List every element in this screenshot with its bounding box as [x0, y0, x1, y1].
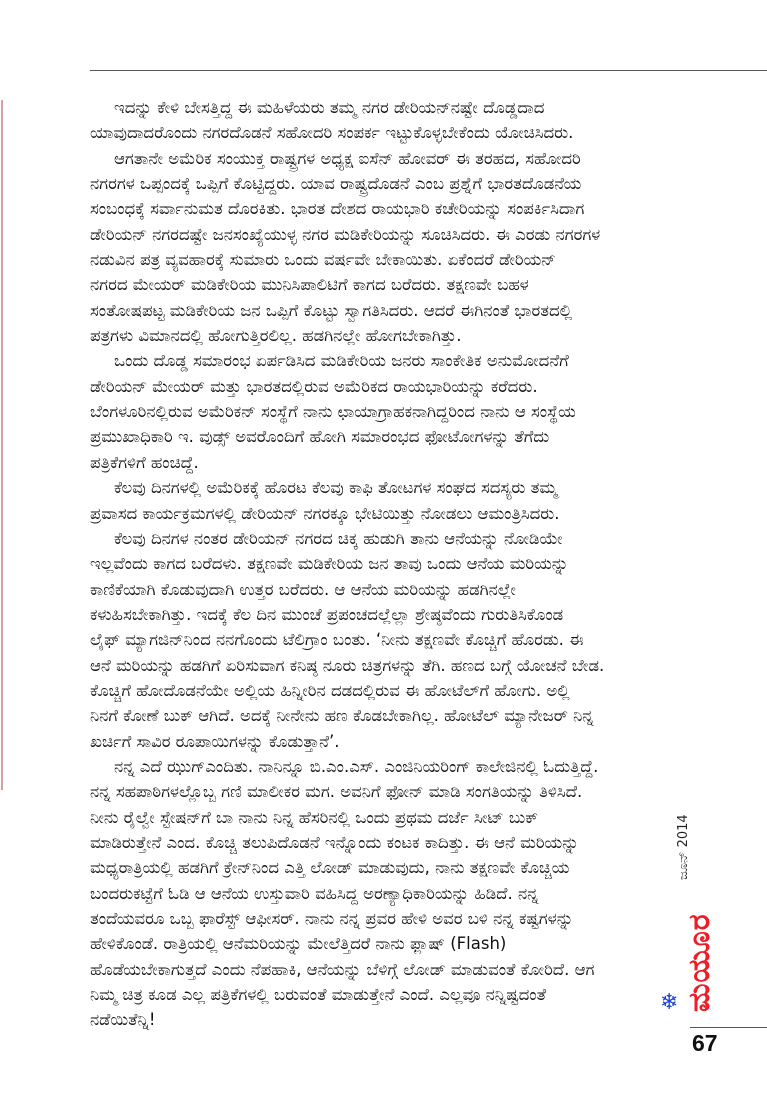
footer-divider [690, 1027, 767, 1028]
text-line: ಸಂತೋಷಪಟ್ಟ ಮಡಿಕೇರಿಯ ಜನ ಒಪ್ಪಿಗೆ ಕೊಟ್ಟು ಸ್ವಾಗತಿಸಿದರು. ಆದರೆ ಈಗಿನಂತೆ ಭಾರತದಲ್ಲಿ [90, 300, 573, 320]
paragraph [90, 146, 660, 349]
text-line: ಹೇಳಿಕೊಂಡೆ. ರಾತ್ರಿಯಲ್ಲಿ ಆನೆಮರಿಯನ್ನು ಮೇಲೆತ್ತಿದರೆ ನಾನು ಫ್ಲಾಷ್ (Flash) [90, 934, 507, 954]
text-line: ನಡುವಿನ ಪತ್ರ ವ್ಯವಹಾರಕ್ಕೆ ಸುಮಾರು ಒಂದು ವರ್ಷವೇ ಬೇಕಾಯಿತು. ಏಕೆಂದರೆ ಡೇರಿಯನ್ [90, 250, 556, 270]
text-line: ಪತ್ರಿಕೆಗಳಿಗೆ ಹಂಚಿದ್ದೆ. [90, 452, 199, 472]
text-line: ಖರ್ಚಿಗೆ ಸಾವಿರ ರೂಪಾಯಿಗಳನ್ನು ಕೊಡುತ್ತಾನೆ’. [90, 731, 340, 751]
article-body [90, 95, 660, 1033]
text-line: ಕೊಚ್ಚಿಗೆ ಹೋದೊಡನೆಯೇ ಅಲ್ಲಿಯ ಹಿನ್ನೀರಿನ ದಡದಲ್ಲಿರುವ ಈ ಹೋಟೆಲ್‌ಗೆ ಹೋಗು. ಅಲ್ಲಿ [90, 680, 570, 700]
paragraph [90, 754, 660, 1033]
text-line: ಕಾಣಿಕೆಯಾಗಿ ಕೊಡುವುದಾಗಿ ಉತ್ತರ ಬರೆದರು. ಆ ಆನೆಯ ಮರಿಯನ್ನು ಹಡಗಿನಲ್ಲೇ [90, 579, 516, 599]
top-divider [90, 70, 767, 71]
text-line: ಡೇರಿಯನ್ ನಗರದಷ್ಟೇ ಜನಸಂಖ್ಯೆಯುಳ್ಳ ನಗರ ಮಡಿಕೇರಿಯನ್ನು ಸೂಚಿಸಿದರು. ಈ ಎರಡು ನಗರಗಳ [90, 224, 601, 244]
page-number: 67 [692, 1030, 718, 1056]
text-line: ಪ್ರವಾಸದ ಕಾರ್ಯಕ್ರಮಗಳಲ್ಲಿ ಡೇರಿಯನ್ ನಗರಕ್ಕೂ ಭೇಟಿಯಿತ್ತು ನೋಡಲು ಆಮಂತ್ರಿಸಿದರು. [90, 503, 560, 523]
text-line: ಕೆಲವು ದಿನಗಳ ನಂತರ ಡೇರಿಯನ್ ನಗರದ ಚಿಕ್ಕ ಹುಡುಗಿ ತಾನು ಆನೆಯನ್ನು ನೋಡಿಯೇ [114, 528, 563, 548]
text-line: ಬಂದರುಕಟ್ಟೆಗೆ ಓಡಿ ಆ ಆನೆಯ ಉಸ್ತುವಾರಿ ವಹಿಸಿದ್ದ ಅರಣ್ಯಾಧಿಕಾರಿಯನ್ನು ಹಿಡಿದೆ. ನನ್ನ [90, 883, 539, 903]
text-line: ನನ್ನ ಸಹಪಾಠಿಗಳಲ್ಲೊಬ್ಬ ಗಣಿ ಮಾಲೀಕರ ಮಗ. ಅವನಿಗೆ ಫೋನ್ ಮಾಡಿ ಸಂಗತಿಯನ್ನು ತಿಳಿಸಿದೆ. [90, 782, 583, 802]
text-line: ನಿನಗೆ ಕೋಣೆ ಬುಕ್ ಆಗಿದೆ. ಅದಕ್ಕೆ ನೀನೇನು ಹಣ ಕೊಡಬೇಕಾಗಿಲ್ಲ. ಹೋಟೆಲ್ ಮ್ಯಾನೇಜರ್ ನಿನ್ನ [90, 706, 594, 726]
text-line: ನನ್ನ ಎದೆ ಝುಗ್‌ಎಂದಿತು. ನಾನಿನ್ನೂ ಬಿ.ಎಂ.ಎಸ್. ಎಂಜಿನಿಯರಿಂಗ್ ಕಾಲೇಜಿನಲ್ಲಿ ಓದುತ್ತಿದ್ದೆ. [114, 756, 599, 776]
text-line: ನೀನು ರೈಲ್ವೇ ಸ್ಟೇಷನ್‌ಗೆ ಬಾ ನಾನು ನಿನ್ನ ಹೆಸರಿನಲ್ಲಿ ಒಂದು ಪ್ರಥಮ ದರ್ಜೆ ಸೀಟ್ ಬುಕ್ [90, 807, 539, 827]
text-line: ಇಲ್ಲವೆಂದು ಕಾಗದ ಬರೆದಳು. ತಕ್ಷಣವೇ ಮಡಿಕೇರಿಯ ಜನ ತಾವು ಒಂದು ಆನೆಯ ಮರಿಯನ್ನು [90, 554, 569, 574]
text-line: ಯಾವುದಾದರೊಂದು ನಗರದೊಡನೆ ಸಹೋದರಿ ಸಂಪರ್ಕ ಇಟ್ಟುಕೊಳ್ಳಬೇಕೆಂದು ಯೋಚಿಸಿದರು. [90, 123, 574, 143]
text-line: ಆನೆ ಮರಿಯನ್ನು ಹಡಗಿಗೆ ಏರಿಸುವಾಗ ಕನಿಷ್ಠ ನೂರು ಚಿತ್ರಗಳನ್ನು ತೆಗಿ. ಹಣದ ಬಗ್ಗೆ ಯೋಚನೆ ಬೇಡ. [90, 655, 605, 675]
text-line: ನಗರಗಳ ಒಪ್ಪಂದಕ್ಕೆ ಒಪ್ಪಿಗೆ ಕೊಟ್ಟಿದ್ದರು. ಯಾವ ರಾಷ್ಟ್ರದೊಡನೆ ಎಂಬ ಪ್ರಶ್ನೆಗೆ ಭಾರತದೊಡನೆಯ [90, 174, 582, 194]
text-line: ಇದನ್ನು ಕೇಳಿ ಬೇಸತ್ತಿದ್ದ ಈ ಮಹಿಳೆಯರು ತಮ್ಮ ನಗರ ಡೇರಿಯನ್‌ನಷ್ಟೇ ದೊಡ್ಡದಾದ [114, 98, 545, 117]
issue-date: ಜೂನ್ 2014 [676, 814, 691, 880]
text-line: ನಗರದ ಮೇಯರ್ ಮಡಿಕೇರಿಯ ಮುನಿಸಿಪಾಲಿಟಿಗೆ ಕಾಗದ ಬರೆದರು. ತಕ್ಷಣವೇ ಬಹಳ [90, 275, 529, 295]
text-line: ಬೆಂಗಳೂರಿನಲ್ಲಿರುವ ಅಮೆರಿಕನ್ ಸಂಸ್ಥೆಗೆ ನಾನು ಛಾಯಾಗ್ರಾಹಕನಾಗಿದ್ದರಿಂದ ನಾನು ಆ ಸಂಸ್ಥೆಯ [90, 402, 576, 422]
paragraph [90, 475, 660, 526]
text-line: ಆಗತಾನೇ ಅಮೆರಿಕ ಸಂಯುಕ್ತ ರಾಷ್ಟ್ರಗಳ ಅಧ್ಯಕ್ಷ ಐಸೆನ್ ಹೋವರ್ ಈ ತರಹದ, ಸಹೋದರಿ [114, 148, 581, 168]
text-line: ಕೆಲವು ದಿನಗಳಲ್ಲಿ ಅಮೆರಿಕಕ್ಕೆ ಹೊರಟ ಕೆಲವು ಕಾಫಿ ತೋಟಗಳ ಸಂಘದ ಸದಸ್ಯರು ತಮ್ಮ [114, 478, 558, 498]
text-line: ಮಧ್ಯರಾತ್ರಿಯಲ್ಲಿ ಹಡಗಿಗೆ ಕ್ರೇನ್‌ನಿಂದ ಎತ್ತಿ ಲೋಡ್ ಮಾಡುವುದು, ನಾನು ತಕ್ಷಣವೇ ಕೊಚ್ಚಿಯ [90, 858, 570, 878]
text-line: ಮಾಡಿರುತ್ತೇನೆ ಎಂದ. ಕೊಚ್ಚಿ ತಲುಪಿದೊಡನೆ ಇನ್ನೊಂದು ಕಂಟಕ ಕಾದಿತ್ತು. ಈ ಆನೆ ಮರಿಯನ್ನು [90, 832, 579, 852]
text-line: ಕಳುಹಿಸಬೇಕಾಗಿತ್ತು. ಇದಕ್ಕೆ ಕೆಲ ದಿನ ಮುಂಚೆ ಪ್ರಪಂಚದಲ್ಲೆಲ್ಲಾ ಶ್ರೇಷ್ಠವೆಂದು ಗುರುತಿಸಿಕೊಂಡ [90, 604, 564, 624]
paragraph [90, 526, 660, 754]
text-line: ಪತ್ರಗಳು ವಿಮಾನದಲ್ಲಿ ಹೋಗುತ್ತಿರಲಿಲ್ಲ. ಹಡಗಿನಲ್ಲೇ ಹೋಗಬೇಕಾಗಿತ್ತು. [90, 326, 462, 346]
text-line: ಡೇರಿಯನ್ ಮೇಯರ್ ಮತ್ತು ಭಾರತದಲ್ಲಿರುವ ಅಮೆರಿಕದ ರಾಯಭಾರಿಯನ್ನು ಕರೆದರು. [90, 376, 538, 396]
paragraph [90, 348, 660, 475]
text-line: ಒಂದು ದೊಡ್ಡ ಸಮಾರಂಭ ಏರ್ಪಡಿಸಿದ ಮಡಿಕೇರಿಯ ಜನರು ಸಾಂಕೇತಿಕ ಅನುಮೋದನೆಗೆ [114, 351, 569, 371]
text-line: ನಡೆಯಿತೆನ್ನಿ! [90, 1010, 156, 1030]
paragraph [90, 95, 660, 146]
text-line: ಲೈಫ್ ಮ್ಯಾಗಜಿನ್‌ನಿಂದ ನನಗೊಂದು ಟೆಲಿಗ್ರಾಂ ಬಂತು. ‘ನೀನು ತಕ್ಷಣವೇ ಕೊಚ್ಚಿಗೆ ಹೊರಡು. ಈ [90, 630, 584, 650]
text-line: ಪ್ರಮುಖಾಧಿಕಾರಿ ಇ. ವುಡ್ಸ್ ಅವರೊಂದಿಗೆ ಹೋಗಿ ಸಮಾರಂಭದ ಫೋಟೋಗಳನ್ನು ತೆಗೆದು [90, 427, 550, 447]
text-line: ನಿಮ್ಮ ಚಿತ್ರ ಕೂಡ ಎಲ್ಲ ಪತ್ರಿಕೆಗಳಲ್ಲಿ ಬರುವಂತೆ ಮಾಡುತ್ತೇನೆ ಎಂದೆ. ಎಲ್ಲವೂ ನನ್ನಿಷ್ಟದಂತೆ [90, 985, 546, 1005]
text-line: ಹೊಡೆಯಬೇಕಾಗುತ್ತದೆ ಎಂದು ನೆಪಹಾಕಿ, ಆನೆಯನ್ನು ಬೆಳಿಗ್ಗೆ ಲೋಡ್ ಮಾಡುವಂತೆ ಕೋರಿದೆ. ಆಗ [90, 959, 595, 979]
text-line: ತಂದೆಯವರೂ ಒಬ್ಬ ಫಾರೆಸ್ಟ್ ಆಫೀಸರ್. ನಾನು ನನ್ನ ಪ್ರವರ ಹೇಳಿ ಅವರ ಬಳಿ ನನ್ನ ಕಷ್ಟಗಳನ್ನು [90, 909, 574, 928]
snowflake-icon: ❄ [660, 990, 679, 1015]
magazine-logo: ಮಯೂರ [682, 913, 717, 1012]
page-edge-line [1, 100, 3, 790]
text-line: ಸಂಬಂಧಕ್ಕೆ ಸರ್ವಾನುಮತ ದೊರಕಿತು. ಭಾರತ ದೇಶದ ರಾಯಭಾರಿ ಕಚೇರಿಯನ್ನು ಸಂಪರ್ಕಿಸಿದಾಗ [90, 199, 585, 219]
